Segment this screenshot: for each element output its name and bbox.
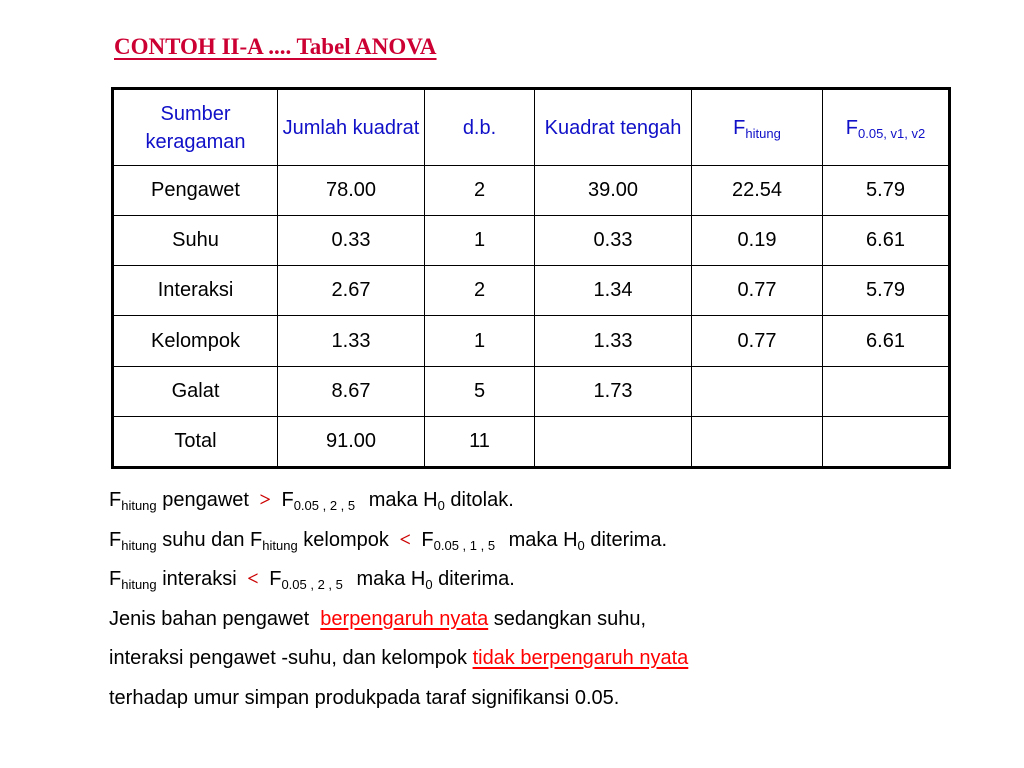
cell-kuadrat-tengah: 1.33 (535, 316, 692, 366)
table-row (113, 266, 950, 316)
h0-subscript: 0 (577, 537, 585, 553)
cell-jumlah-kuadrat: 91.00 (278, 416, 425, 467)
table-row (113, 166, 950, 216)
note-line-conclusion-2 (109, 639, 688, 679)
f-tabel-subscript: 0.05, v1, v2 (858, 125, 926, 141)
note-text: diterima. (590, 528, 668, 551)
cell-kuadrat-tengah (535, 416, 692, 467)
note-text: sedangkan suhu, (493, 607, 647, 630)
highlight-not-significant: tidak berpengaruh nyata (472, 647, 689, 669)
cell-sumber: Interaksi (113, 266, 278, 316)
conclusion-notes (109, 481, 688, 718)
cell-sumber: Pengawet (113, 166, 278, 216)
note-line-pengawet (109, 481, 688, 521)
cell-jumlah-kuadrat: 2.67 (278, 266, 425, 316)
note-text: interaksi (162, 568, 237, 590)
note-text: Jenis bahan pengawet (109, 607, 310, 630)
cell-f-hitung: 0.77 (692, 316, 823, 366)
note-text: maka H (368, 489, 438, 511)
note-text: maka H (356, 568, 426, 590)
cell-sumber: Suhu (113, 216, 278, 266)
header-db: d.b. (425, 89, 535, 166)
header-f-hitung (692, 89, 823, 166)
cell-jumlah-kuadrat: 78.00 (278, 166, 425, 216)
f-table-subscript: 0.05 , 2 , 5 (293, 498, 356, 513)
note-text: suhu dan F (162, 528, 263, 551)
hitung-subscript: hitung (262, 537, 298, 553)
cell-f-tabel (823, 366, 950, 416)
note-line-conclusion-1 (109, 600, 688, 640)
cell-f-tabel (823, 416, 950, 467)
header-f-tabel (823, 89, 950, 166)
f-table-subscript: 0.05 , 1 , 5 (433, 537, 496, 553)
cell-db: 11 (425, 416, 535, 467)
cell-kuadrat-tengah: 1.34 (535, 266, 692, 316)
header-kuadrat-tengah: Kuadrat tengah (535, 89, 692, 166)
f-letter: F (281, 489, 294, 511)
hitung-subscript: hitung (121, 577, 157, 592)
cell-f-hitung: 0.19 (692, 216, 823, 266)
f-letter: F (733, 116, 746, 139)
f-letter: F (269, 568, 282, 590)
note-text: interaksi pengawet -suhu, dan kelompok (109, 647, 467, 669)
note-text: pengawet (162, 489, 249, 511)
header-sumber: Sumber keragaman (113, 89, 278, 166)
cell-db: 2 (425, 266, 535, 316)
cell-sumber: Total (113, 416, 278, 467)
cell-jumlah-kuadrat: 0.33 (278, 216, 425, 266)
note-text: terhadap umur simpan produkpada taraf signifikansi 0.05. (109, 686, 620, 709)
table-row (113, 366, 950, 416)
cell-f-hitung: 22.54 (692, 166, 823, 216)
hitung-subscript: hitung (121, 537, 157, 553)
cell-f-tabel: 6.61 (823, 316, 950, 366)
note-text: maka H (508, 528, 578, 551)
cell-jumlah-kuadrat: 1.33 (278, 316, 425, 366)
cell-kuadrat-tengah: 0.33 (535, 216, 692, 266)
cell-f-hitung (692, 366, 823, 416)
header-jumlah-kuadrat: Jumlah kuadrat (278, 89, 425, 166)
cell-db: 1 (425, 316, 535, 366)
anova-table (111, 87, 951, 469)
cell-f-tabel: 6.61 (823, 216, 950, 266)
f-hitung-subscript: hitung (745, 125, 781, 141)
table-row (113, 416, 950, 467)
cell-kuadrat-tengah: 39.00 (535, 166, 692, 216)
f-table-subscript: 0.05 , 2 , 5 (281, 577, 343, 592)
cell-db: 2 (425, 166, 535, 216)
note-line-suhu-kelompok (109, 521, 688, 561)
cell-f-hitung: 0.77 (692, 266, 823, 316)
comparison-operator: > (259, 489, 271, 511)
cell-db: 1 (425, 216, 535, 266)
f-letter: F (109, 528, 122, 551)
f-letter: F (109, 568, 122, 590)
cell-kuadrat-tengah: 1.73 (535, 366, 692, 416)
table-header-row (113, 89, 950, 166)
note-text: ditolak. (450, 489, 514, 511)
note-line-interaksi (109, 560, 688, 600)
cell-db: 5 (425, 366, 535, 416)
note-line-conclusion-3 (109, 679, 688, 719)
note-text: kelompok (303, 528, 389, 551)
page-title: CONTOH II-A .... Tabel ANOVA (114, 34, 437, 59)
h0-subscript: 0 (425, 577, 433, 592)
cell-f-tabel: 5.79 (823, 266, 950, 316)
hitung-subscript: hitung (121, 498, 157, 513)
cell-f-hitung (692, 416, 823, 467)
h0-subscript: 0 (437, 498, 445, 513)
note-text: diterima. (438, 568, 515, 590)
f-letter: F (421, 528, 434, 551)
cell-jumlah-kuadrat: 8.67 (278, 366, 425, 416)
comparison-operator: < (247, 568, 259, 590)
cell-f-tabel: 5.79 (823, 166, 950, 216)
cell-sumber: Galat (113, 366, 278, 416)
comparison-operator: < (399, 528, 411, 551)
cell-sumber: Kelompok (113, 316, 278, 366)
f-letter: F (845, 116, 858, 139)
table-row (113, 216, 950, 266)
highlight-significant: berpengaruh nyata (320, 607, 489, 630)
f-letter: F (109, 489, 122, 511)
table-row (113, 316, 950, 366)
